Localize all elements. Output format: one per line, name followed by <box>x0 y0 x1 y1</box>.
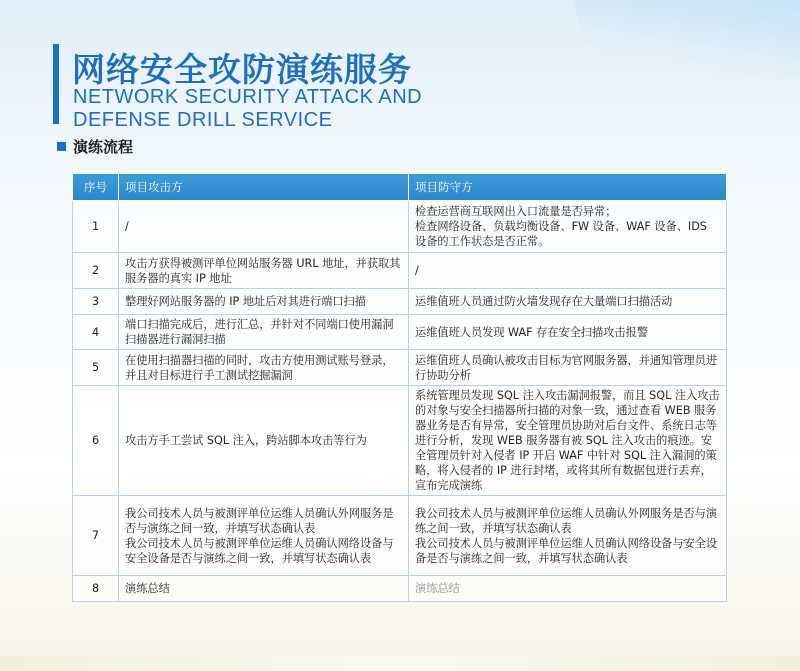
row-number: 2 <box>73 253 119 289</box>
row-number: 7 <box>73 496 119 576</box>
attack-step: 在使用扫描器扫描的同时，攻击方使用测试账号登录，并且对目标进行手工测试挖掘漏洞 <box>119 350 409 386</box>
table-row <box>73 253 727 289</box>
table-row <box>73 386 727 496</box>
attack-step: 攻击方手工尝试 SQL 注入，跨站脚本攻击等行为 <box>119 386 409 496</box>
defense-step: / <box>409 253 727 289</box>
table-row <box>73 350 727 386</box>
table-row <box>73 289 727 315</box>
defense-step: 演练总结 <box>409 576 727 602</box>
title-accent-bar <box>53 44 59 124</box>
section-heading <box>57 136 133 157</box>
table-row <box>73 576 727 602</box>
section-title: 演练流程 <box>73 138 134 156</box>
row-number: 8 <box>73 576 119 602</box>
row-number: 6 <box>73 386 119 496</box>
attack-step: 整理好网站服务器的 IP 地址后对其进行端口扫描 <box>119 289 409 315</box>
table-row <box>73 201 727 253</box>
row-number: 4 <box>73 315 119 350</box>
attack-step: 攻击方获得被测评单位网站服务器 URL 地址，并获取其服务器的真实 IP 地址 <box>119 253 409 289</box>
drill-process-table <box>72 173 727 602</box>
column-header-no: 序号 <box>73 174 119 201</box>
attack-step: 演练总结 <box>119 576 409 602</box>
bottom-decorative-band <box>0 656 800 671</box>
table-row <box>73 315 727 350</box>
square-bullet-icon <box>57 142 66 151</box>
attack-step: / <box>119 201 409 253</box>
page-subtitle: NETWORK SECURITY ATTACK AND DEFENSE DRILL SERVICE <box>73 86 423 131</box>
defense-step: 运维值班人员确认被攻击目标为官网服务器，并通知管理员进行协助分析 <box>409 350 727 386</box>
column-header-defense: 项目防守方 <box>409 174 727 201</box>
defense-step: 运维值班人员发现 WAF 存在安全扫描攻击报警 <box>409 315 727 350</box>
attack-step: 我公司技术人员与被测评单位运维人员确认外网服务是否与演练之间一致，并填写状态确认表 我公司技术人员与被测评单位运维人员确认网络设备与安全设备是否与演练之间一致，并填写状态确认表 <box>119 496 409 576</box>
row-number: 1 <box>73 201 119 253</box>
defense-step: 运维值班人员通过防火墙发现存在大量端口扫描活动 <box>409 289 727 315</box>
attack-step: 端口扫描完成后，进行汇总，并针对不同端口使用漏洞扫描器进行漏洞扫描 <box>119 315 409 350</box>
defense-step: 检查运营商互联网出入口流量是否异常； 检查网络设备、负载均衡设备、FW 设备、WAF 设备、IDS 设备的工作状态是否正常。 <box>409 201 727 253</box>
defense-step: 系统管理员发现 SQL 注入攻击漏洞报警，而且 SQL 注入攻击的对象与安全扫描器所扫描的对象一致，通过查看 WEB 服务器业务是否有异常，安全管理员协助对后台文件、系统日志等进行分析，发现 WEB 服务器有被 SQL 注入攻击的痕迹。安全管理员针对入侵者 IP 开启 WAF 中针对 SQL 注入漏洞的策略，将入侵者的 IP 进行封堵，或将其所有数据包进行丢弃，宣布完成演练 <box>409 386 727 496</box>
column-header-attack: 项目攻击方 <box>119 174 409 201</box>
table-header-row <box>73 174 727 201</box>
defense-step: 我公司技术人员与被测评单位运维人员确认外网服务是否与演练之间一致，并填写状态确认表 我公司技术人员与被测评单位运维人员确认网络设备与安全设备是否与演练之间一致，并填写状态确认表 <box>409 496 727 576</box>
page-title: 网络安全攻防演练服务 <box>72 50 412 89</box>
table-body <box>73 201 727 602</box>
row-number: 5 <box>73 350 119 386</box>
table-row <box>73 496 727 576</box>
row-number: 3 <box>73 289 119 315</box>
